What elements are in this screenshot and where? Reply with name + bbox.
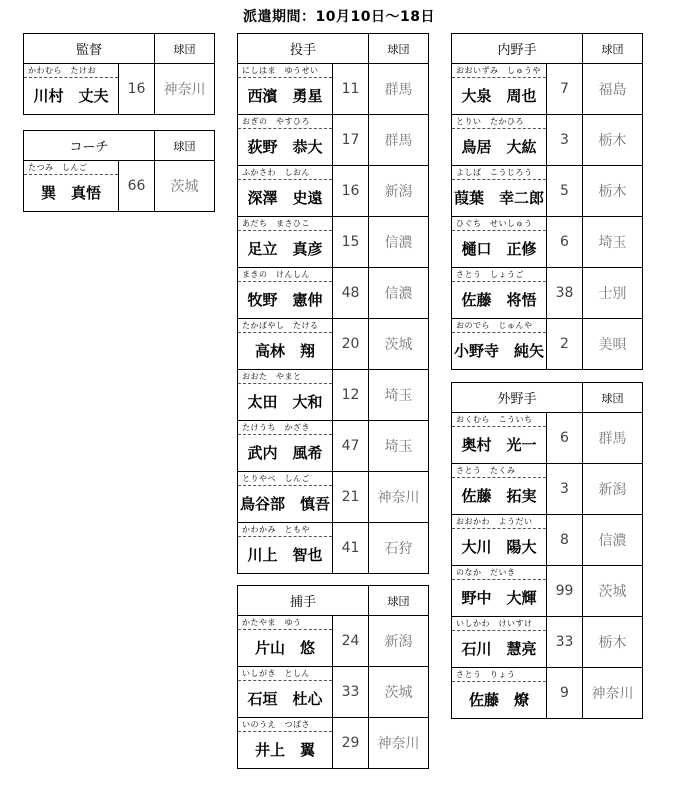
catchers-table <box>237 585 429 769</box>
player-row <box>238 217 429 268</box>
team-name: 神奈川 <box>583 668 643 719</box>
player-name-furigana: ふかさわ しおん <box>238 166 332 180</box>
player-row <box>452 217 643 268</box>
uniform-number: 41 <box>333 523 369 574</box>
player-name-furigana: にしはま ゆうせい <box>238 64 332 78</box>
player-name: 佐藤 拓実 <box>461 487 537 505</box>
player-name-furigana: おのでら じゅんや <box>452 319 546 333</box>
uniform-number: 20 <box>333 319 369 370</box>
uniform-number: 24 <box>333 616 369 667</box>
player-name: 大川 陽大 <box>461 538 537 556</box>
player-row <box>238 115 429 166</box>
player-name: 樋口 正修 <box>461 240 537 258</box>
uniform-number: 29 <box>333 718 369 769</box>
position-label: 内野手 <box>452 34 583 64</box>
player-name-cell <box>238 718 333 769</box>
player-row <box>238 523 429 574</box>
team-name: 士別 <box>583 268 643 319</box>
player-name-cell <box>238 319 333 370</box>
team-name: 福島 <box>583 64 643 115</box>
uniform-number: 12 <box>333 370 369 421</box>
player-name: 井上 翼 <box>254 741 315 759</box>
player-name-cell <box>452 268 547 319</box>
team-column-header: 球団 <box>369 34 429 64</box>
player-row <box>238 64 429 115</box>
team-name: 新潟 <box>583 464 643 515</box>
player-name-cell <box>238 523 333 574</box>
player-row <box>452 617 643 668</box>
position-label: 投手 <box>238 34 369 64</box>
uniform-number: 16 <box>333 166 369 217</box>
player-name: 深澤 史遠 <box>247 189 323 207</box>
uniform-number: 7 <box>547 64 583 115</box>
player-name-furigana: いしかわ けいすけ <box>452 617 546 631</box>
player-name: 葭葉 幸二郎 <box>453 189 544 207</box>
team-name: 美唄 <box>583 319 643 370</box>
player-name: 石川 慧亮 <box>461 640 537 658</box>
player-name: 武内 風希 <box>247 444 323 462</box>
player-name-cell <box>238 472 333 523</box>
player-row <box>452 413 643 464</box>
uniform-number: 15 <box>333 217 369 268</box>
player-name-cell <box>238 421 333 472</box>
player-row <box>452 668 643 719</box>
team-column-header: 球団 <box>583 34 643 64</box>
player-name-furigana: おおた やまと <box>238 370 332 384</box>
team-name: 茨城 <box>369 319 429 370</box>
player-name: 太田 大和 <box>247 393 323 411</box>
team-name: 信濃 <box>369 217 429 268</box>
team-column-header: 球団 <box>155 34 215 64</box>
uniform-number: 48 <box>333 268 369 319</box>
team-name: 埼玉 <box>369 370 429 421</box>
position-label: 外野手 <box>452 383 583 413</box>
player-row <box>452 166 643 217</box>
player-name: 佐藤 燎 <box>468 691 529 709</box>
player-name-cell <box>238 616 333 667</box>
position-label: 捕手 <box>238 586 369 616</box>
player-row <box>238 166 429 217</box>
player-name: 川村 丈夫 <box>33 87 109 105</box>
player-name-cell <box>452 217 547 268</box>
player-name-cell <box>238 166 333 217</box>
team-column-header: 球団 <box>155 131 215 161</box>
team-name: 新潟 <box>369 616 429 667</box>
page-title: 派遣期間：10月10日～18日 <box>243 9 435 25</box>
player-name-cell <box>452 115 547 166</box>
player-name-furigana: とりい たかひろ <box>452 115 546 129</box>
player-row <box>238 667 429 718</box>
player-row <box>452 115 643 166</box>
player-name-furigana: おぎの やすひろ <box>238 115 332 129</box>
team-name: 信濃 <box>583 515 643 566</box>
player-name-furigana: とりやべ しんご <box>238 472 332 486</box>
team-name: 茨城 <box>369 667 429 718</box>
team-name: 信濃 <box>369 268 429 319</box>
player-name-cell <box>238 115 333 166</box>
team-name: 新潟 <box>369 166 429 217</box>
player-row <box>452 566 643 617</box>
player-name: 高林 翔 <box>254 342 315 360</box>
player-name: 足立 真彦 <box>247 240 323 258</box>
player-name-furigana: たけうち かざき <box>238 421 332 435</box>
player-row <box>238 319 429 370</box>
player-name-cell <box>24 161 119 212</box>
position-label: コーチ <box>24 131 155 161</box>
player-name-cell <box>238 268 333 319</box>
group-header-row <box>238 586 429 616</box>
player-row <box>452 464 643 515</box>
team-name: 群馬 <box>369 64 429 115</box>
player-name-furigana: よしば こうじろう <box>452 166 546 180</box>
player-name-furigana: さとう たくみ <box>452 464 546 478</box>
coach-table <box>23 130 215 212</box>
player-name: 牧野 憲伸 <box>247 291 323 309</box>
team-name: 群馬 <box>369 115 429 166</box>
player-name-furigana: かわむら たけお <box>24 64 118 78</box>
player-name-cell <box>452 566 547 617</box>
player-name-furigana: おおいずみ しゅうや <box>452 64 546 78</box>
player-name-cell <box>452 413 547 464</box>
uniform-number: 11 <box>333 64 369 115</box>
player-name-furigana: たかばやし たける <box>238 319 332 333</box>
player-name: 川上 智也 <box>247 546 323 564</box>
uniform-number: 47 <box>333 421 369 472</box>
team-name: 茨城 <box>583 566 643 617</box>
team-column-header: 球団 <box>583 383 643 413</box>
player-row <box>452 515 643 566</box>
uniform-number: 16 <box>119 64 155 115</box>
uniform-number: 33 <box>547 617 583 668</box>
player-name: 小野寺 純矢 <box>453 342 544 360</box>
player-name-furigana: かわかみ ともや <box>238 523 332 537</box>
uniform-number: 5 <box>547 166 583 217</box>
player-name-furigana: のなか だいき <box>452 566 546 580</box>
player-name-furigana: さとう りょう <box>452 668 546 682</box>
infielders-table <box>451 33 643 370</box>
team-name: 栃木 <box>583 115 643 166</box>
uniform-number: 21 <box>333 472 369 523</box>
player-row <box>452 319 643 370</box>
team-name: 茨城 <box>155 161 215 212</box>
player-name-cell <box>238 370 333 421</box>
team-column-header: 球団 <box>369 586 429 616</box>
player-name-furigana: さとう しょうご <box>452 268 546 282</box>
player-name-cell <box>452 319 547 370</box>
player-name-furigana: まきの けんしん <box>238 268 332 282</box>
player-row <box>24 64 215 115</box>
player-name: 佐藤 将悟 <box>461 291 537 309</box>
player-name-furigana: かたやま ゆう <box>238 616 332 630</box>
player-name: 大泉 周也 <box>461 87 537 105</box>
player-name-cell <box>238 64 333 115</box>
uniform-number: 3 <box>547 464 583 515</box>
player-name-furigana: おおかわ ようだい <box>452 515 546 529</box>
team-name: 埼玉 <box>369 421 429 472</box>
uniform-number: 6 <box>547 217 583 268</box>
player-name: 野中 大輝 <box>461 589 537 607</box>
player-row <box>238 718 429 769</box>
group-header-row <box>24 131 215 161</box>
team-name: 群馬 <box>583 413 643 464</box>
group-header-row <box>452 383 643 413</box>
outfielders-table <box>451 382 643 719</box>
team-name: 栃木 <box>583 617 643 668</box>
player-name: 巽 真悟 <box>40 184 101 202</box>
player-row <box>238 370 429 421</box>
player-name-cell <box>452 617 547 668</box>
player-name: 奥村 光一 <box>461 436 537 454</box>
player-name-furigana: ひぐち せいしゅう <box>452 217 546 231</box>
player-name-cell <box>238 667 333 718</box>
manager-table <box>23 33 215 115</box>
team-name: 神奈川 <box>155 64 215 115</box>
player-name-furigana: たつみ しんご <box>24 161 118 175</box>
team-name: 神奈川 <box>369 472 429 523</box>
uniform-number: 3 <box>547 115 583 166</box>
uniform-number: 99 <box>547 566 583 617</box>
pitchers-table <box>237 33 429 574</box>
player-name-cell <box>452 166 547 217</box>
player-name-furigana: いしがき としん <box>238 667 332 681</box>
uniform-number: 8 <box>547 515 583 566</box>
uniform-number: 33 <box>333 667 369 718</box>
player-row <box>452 268 643 319</box>
team-name: 栃木 <box>583 166 643 217</box>
player-name-cell <box>452 668 547 719</box>
uniform-number: 2 <box>547 319 583 370</box>
player-name-cell <box>24 64 119 115</box>
uniform-number: 38 <box>547 268 583 319</box>
player-name: 西濱 勇星 <box>247 87 323 105</box>
player-name-furigana: あだち まさひこ <box>238 217 332 231</box>
player-name: 石垣 杜心 <box>247 690 323 708</box>
player-name-cell <box>452 464 547 515</box>
uniform-number: 66 <box>119 161 155 212</box>
group-header-row <box>238 34 429 64</box>
group-header-row <box>452 34 643 64</box>
team-name: 埼玉 <box>583 217 643 268</box>
player-name-cell <box>452 515 547 566</box>
player-row <box>452 64 643 115</box>
player-name: 荻野 恭大 <box>247 138 323 156</box>
player-row <box>238 268 429 319</box>
position-label: 監督 <box>24 34 155 64</box>
player-name-furigana: おくむら こういち <box>452 413 546 427</box>
player-row <box>238 472 429 523</box>
player-name-cell <box>238 217 333 268</box>
player-name-cell <box>452 64 547 115</box>
player-row <box>238 421 429 472</box>
player-row <box>238 616 429 667</box>
uniform-number: 6 <box>547 413 583 464</box>
group-header-row <box>24 34 215 64</box>
team-name: 石狩 <box>369 523 429 574</box>
team-name: 神奈川 <box>369 718 429 769</box>
player-name: 鳥谷部 慎吾 <box>239 495 330 513</box>
player-name: 鳥居 大紘 <box>461 138 537 156</box>
uniform-number: 9 <box>547 668 583 719</box>
player-name: 片山 悠 <box>254 639 315 657</box>
player-row <box>24 161 215 212</box>
uniform-number: 17 <box>333 115 369 166</box>
player-name-furigana: いのうえ つばさ <box>238 718 332 732</box>
